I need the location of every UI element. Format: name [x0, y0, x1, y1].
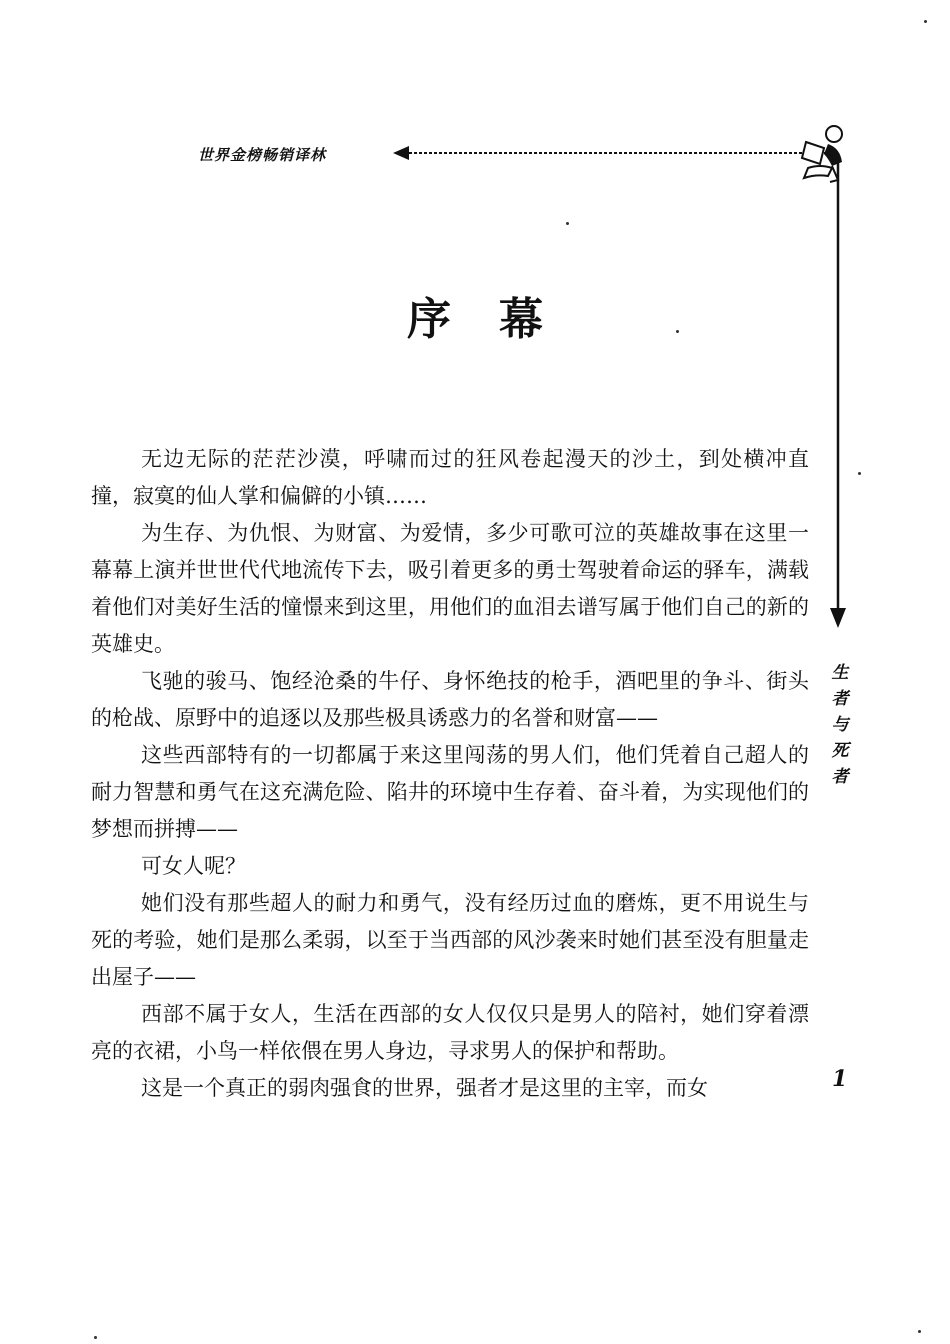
paragraph: 这是一个真正的弱肉强食的世界，强者才是这里的主宰，而女 — [141, 1076, 708, 1100]
paragraph: 飞驰的骏马、饱经沧桑的牛仔、身怀绝技的枪手，酒吧里的争斗、街头的枪战、原野中的追逐以及那些极具诱惑力的名誉和财富—— — [91, 669, 809, 730]
side-title-char: 与 — [831, 715, 849, 735]
body-text — [91, 441, 809, 1107]
chapter-title: 序幕 — [407, 294, 591, 345]
paragraph: 为生存、为仇恨、为财富、为爱情，多少可歌可泣的英雄故事在这里一幕幕上演并世世代代地流传下去，吸引着更多的勇士驾驶着命运的驿车，满载着他们对美好生活的憧憬来到这里，用他们的血泪去谱写属于他们自己的新的英雄史。 — [91, 521, 809, 656]
scan-speck — [858, 472, 861, 475]
paragraph: 无边无际的茫茫沙漠，呼啸而过的狂风卷起漫天的沙土，到处横冲直撞，寂寞的仙人掌和偏僻的小镇…… — [91, 447, 809, 508]
paragraph: 她们没有那些超人的耐力和勇气，没有经历过血的磨炼，更不用说生与死的考验，她们是那么柔弱，以至于当西部的风沙袭来时她们甚至没有胆量走出屋子—— — [91, 891, 809, 989]
side-title-char: 者 — [831, 767, 849, 787]
side-title-char: 者 — [831, 689, 849, 709]
scan-speck — [918, 1330, 921, 1333]
scan-speck — [566, 222, 569, 225]
paragraph: 可女人呢？ — [141, 854, 246, 878]
scan-speck — [924, 20, 927, 23]
side-book-title — [826, 660, 854, 790]
scan-speck — [676, 330, 679, 333]
paragraph: 西部不属于女人，生活在西部的女人仅仅只是男人的陪衬，她们穿着漂亮的衣裙，小鸟一样依偎在男人身边，寻求男人的保护和帮助。 — [91, 1002, 809, 1063]
scan-speck — [94, 1336, 97, 1339]
paragraph: 这些西部特有的一切都属于来这里闯荡的男人们，他们凭着自己超人的耐力智慧和勇气在这充满危险、陷井的环境中生存着、奋斗着，为实现他们的梦想而拼搏—— — [91, 743, 809, 841]
page-number: 1 — [832, 1066, 848, 1092]
series-title: 世界金榜畅销译林 — [198, 146, 327, 164]
reading-figure-icon — [798, 124, 850, 184]
side-title-char: 死 — [831, 741, 849, 761]
side-title-char: 生 — [831, 663, 849, 683]
